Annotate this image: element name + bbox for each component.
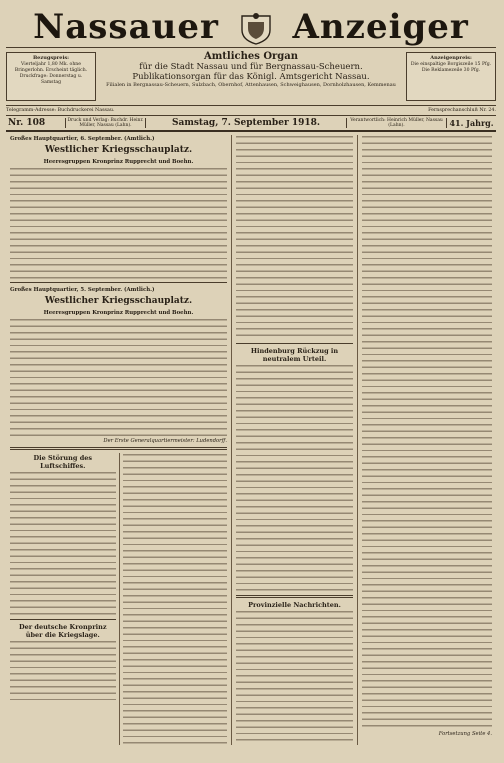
army-groups-1: Heeresgruppen Kronprinz Rupprecht und Boehn. bbox=[43, 159, 194, 166]
advert-price-box-text: Die einspaltige Borgiszeile 15 Pfg. Die Reklamezeile 30 Pfg. bbox=[410, 62, 492, 73]
article-col3 bbox=[362, 135, 492, 731]
signature: Der Erste Generalquartiermeister: Ludendorff. bbox=[103, 437, 227, 444]
headline-provincial-news: Provinzielle Nachrichten. bbox=[248, 601, 341, 609]
article-body-1 bbox=[10, 167, 227, 279]
title-left: Nassauer bbox=[33, 7, 219, 47]
headline-airship: Die Störung des Luftschiffes. bbox=[33, 454, 93, 471]
subhead bbox=[6, 48, 496, 106]
article-hindenburg bbox=[236, 364, 353, 592]
article-col2-top bbox=[236, 135, 353, 340]
article-continued bbox=[123, 453, 228, 745]
continued-note: Fortsetzung Seite 4. bbox=[438, 731, 492, 737]
issue-number: Nr. 108 bbox=[6, 118, 66, 128]
headline-hindenburg: Hindenburg Rückzug in neutralem Urteil. bbox=[250, 347, 339, 363]
column-2 bbox=[232, 135, 358, 745]
advert-price-box-head: Anzeigenpreis: bbox=[430, 55, 472, 61]
subscription-box bbox=[6, 52, 96, 101]
telegram-address: Telegramm-Adresse: Buchdruckerei Nassau. bbox=[6, 108, 115, 113]
headline-western-front-2: Westlicher Kriegsschauplatz. bbox=[44, 296, 193, 307]
phone-number: Fernsprechanschluß Nr. 24. bbox=[428, 108, 496, 113]
column-1 bbox=[6, 135, 232, 745]
subscription-box-text: Vierteljahr 1,80 Mk. ohne Bringerlohn. Erscheint täglich. Druckfrage: Donnerstag u. Samstag bbox=[14, 62, 88, 85]
subhead-line-2: für die Stadt Nassau und für Bergnassau-Scheuern. bbox=[139, 62, 363, 72]
subhead-line-4: Filialen in Bergnassau-Scheuern, Sulzbach, Obernhof, Attenhausen, Schweighausen, Dornholzhausen, Kemmenau bbox=[106, 82, 396, 88]
advert-price-box bbox=[406, 52, 496, 101]
volume: 41. Jahrg. bbox=[446, 118, 496, 128]
subscription-box-head: Bezugspreis: bbox=[32, 55, 70, 61]
article-airship bbox=[10, 471, 116, 616]
subhead-center bbox=[96, 48, 406, 105]
editor: Verantwortlich: Heinrich Müller, Nassau (Lahn). bbox=[346, 118, 446, 128]
hq-report-1: Großes Hauptquartier, 6. September. (Amtlich.) bbox=[10, 136, 155, 142]
masthead bbox=[6, 6, 496, 48]
subhead-line-3: Publikationsorgan für das Königl. Amtsgericht Nassau. bbox=[132, 72, 370, 82]
army-groups-2: Heeresgruppen Kronprinz Rupprecht und Boehn. bbox=[43, 310, 194, 317]
issue-date: Samstag, 7. September 1918. bbox=[172, 118, 320, 128]
official-organ: Amtliches Organ bbox=[203, 51, 299, 62]
article-columns bbox=[6, 135, 496, 745]
column-1-lower bbox=[10, 453, 227, 745]
article-body-2 bbox=[10, 318, 227, 438]
newspaper-title bbox=[6, 6, 496, 48]
article-provincial-news bbox=[236, 610, 353, 745]
headline-crown-prince: Der deutsche Kronprinz über die Kriegslage. bbox=[18, 623, 107, 640]
hq-report-2: Großes Hauptquartier, 5. September. (Amtlich.) bbox=[10, 286, 155, 293]
column-3 bbox=[358, 135, 496, 745]
subcolumn-right bbox=[119, 453, 228, 745]
dateline bbox=[6, 116, 496, 132]
telegram-line bbox=[6, 106, 496, 116]
publisher: Druck und Verlag: Buchdr. Heinr. Müller, Nassau (Lahn). bbox=[66, 118, 146, 128]
title-right: Anzeiger bbox=[292, 7, 469, 47]
coat-of-arms-icon bbox=[238, 12, 274, 46]
subcolumn-left bbox=[10, 453, 119, 745]
headline-western-front-1: Westlicher Kriegsschauplatz. bbox=[44, 145, 193, 156]
article-crown-prince bbox=[10, 640, 116, 700]
